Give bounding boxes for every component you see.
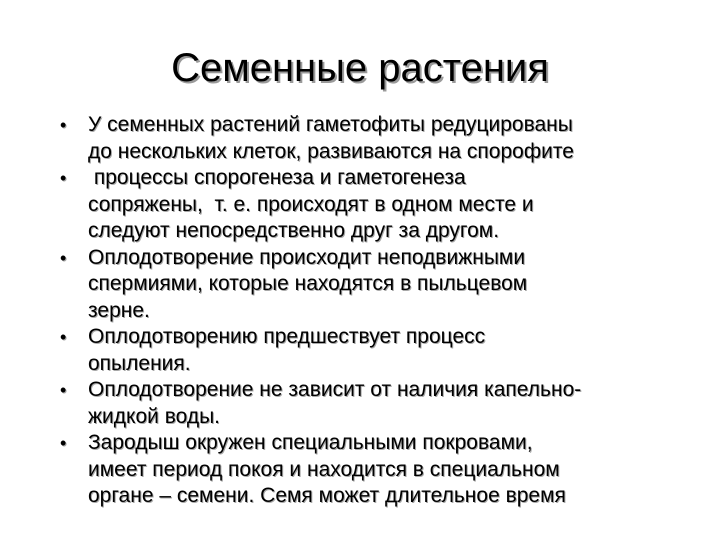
bullet-dot-icon: •: [60, 247, 67, 268]
bullet-dot-icon: •: [60, 433, 67, 453]
bullet-item: [60, 245, 710, 325]
bullet-line: процессы спорогенеза и гаметогенеза: [88, 166, 466, 189]
bullet-dot-icon: •: [60, 327, 67, 347]
bullet-line: Оплодотворение происходит неподвижными: [88, 245, 526, 269]
bullet-line: Оплодотворению предшествует процесс: [88, 325, 486, 348]
bullet-item: [60, 112, 710, 165]
bullet-line: У семенных растений гаметофиты редуцированы: [88, 113, 573, 136]
bullet-dot-icon: •: [60, 115, 67, 135]
bullet-dot-icon: •: [60, 380, 67, 400]
bullet-dot-icon: •: [60, 168, 67, 188]
bullet-item: [60, 377, 710, 430]
bullet-line: опыления.: [88, 351, 191, 375]
bullet-line: спермиями, которые находятся в пыльцевом: [88, 272, 528, 295]
bullet-line: зерне.: [88, 298, 150, 322]
slide-title: Семенные растения: [171, 46, 549, 90]
bullet-list: [60, 112, 710, 510]
bullet-line: Зародыш окружен специальными покровами,: [88, 431, 533, 454]
bullet-line: до нескольких клеток, развиваются на спорофите: [88, 139, 574, 163]
bullet-item: [60, 430, 710, 510]
bullet-line: имеет период покоя и находится в специальном: [88, 457, 560, 481]
bullet-item: [60, 165, 710, 245]
bullet-item: [60, 324, 710, 377]
bullet-line: сопряжены, т. е. происходят в одном месте и: [88, 192, 534, 216]
bullet-line: жидкой воды.: [88, 404, 221, 428]
bullet-line: следуют непосредственно друг за другом.: [88, 219, 500, 242]
bullet-line: органе – семени. Семя может длительное время: [88, 484, 566, 507]
bullet-line: Оплодотворение не зависит от наличия капельно-: [88, 378, 582, 401]
